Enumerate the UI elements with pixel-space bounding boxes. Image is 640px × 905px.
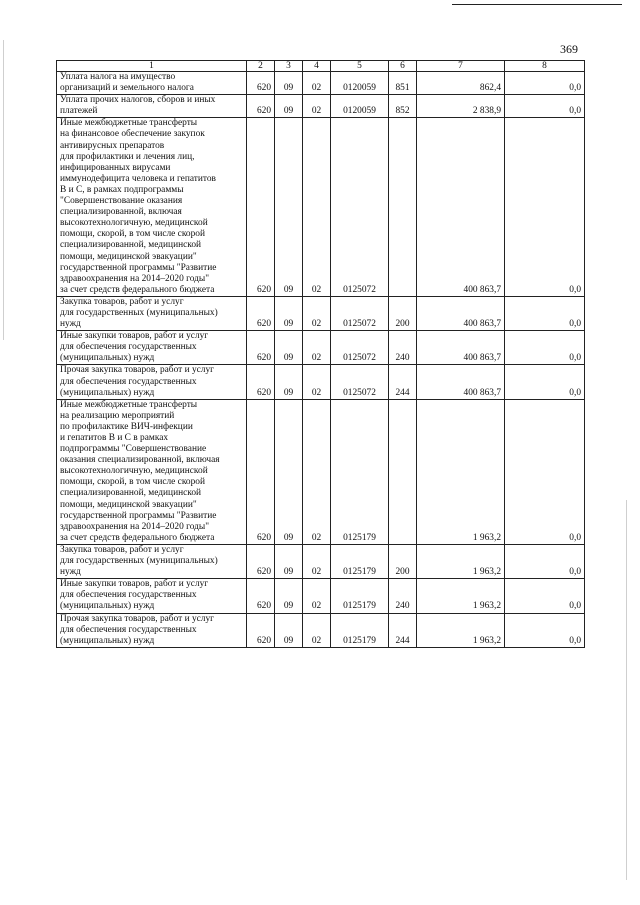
row-subsection: 02 <box>303 95 331 118</box>
header-col-8: 8 <box>505 61 585 72</box>
header-col-4: 4 <box>303 61 331 72</box>
row-grbs: 620 <box>247 365 275 399</box>
row-target-article: 0125072 <box>331 365 389 399</box>
page-number: 369 <box>560 42 578 56</box>
header-col-6: 6 <box>389 61 417 72</box>
row-subsection: 02 <box>303 331 331 365</box>
header-col-2: 2 <box>247 61 275 72</box>
row-section: 09 <box>275 544 303 578</box>
row-expense-type: 200 <box>389 544 417 578</box>
row-section: 09 <box>275 118 303 297</box>
header-row <box>57 61 585 72</box>
table-row <box>57 95 585 118</box>
row-amount-col7: 1 963,2 <box>417 579 505 613</box>
row-expense-type: 200 <box>389 296 417 330</box>
row-expense-type: 240 <box>389 331 417 365</box>
row-amount-col7: 400 863,7 <box>417 365 505 399</box>
table-row <box>57 296 585 330</box>
table-row <box>57 399 585 544</box>
row-amount-col7: 1 963,2 <box>417 613 505 647</box>
row-subsection: 02 <box>303 296 331 330</box>
row-expense-type: 852 <box>389 95 417 118</box>
row-expense-type <box>389 118 417 297</box>
row-amount-col8: 0,0 <box>505 579 585 613</box>
row-grbs: 620 <box>247 331 275 365</box>
row-section: 09 <box>275 296 303 330</box>
row-amount-col7: 400 863,7 <box>417 118 505 297</box>
table-body <box>57 72 585 648</box>
row-target-article: 0125179 <box>331 579 389 613</box>
table-header <box>57 61 585 72</box>
row-name: Закупка товаров, работ и услуг для государственных (муниципальных) нужд <box>57 544 247 578</box>
row-subsection: 02 <box>303 365 331 399</box>
row-grbs: 620 <box>247 399 275 544</box>
table-row <box>57 579 585 613</box>
row-section: 09 <box>275 72 303 95</box>
row-name: Иные закупки товаров, работ и услуг для обеспечения государственных (муниципальных) нужд <box>57 579 247 613</box>
row-expense-type <box>389 399 417 544</box>
row-grbs: 620 <box>247 613 275 647</box>
table-row <box>57 331 585 365</box>
header-col-7: 7 <box>417 61 505 72</box>
right-scan-edge <box>626 500 627 880</box>
row-section: 09 <box>275 331 303 365</box>
top-rule <box>452 4 622 5</box>
row-amount-col8: 0,0 <box>505 613 585 647</box>
row-grbs: 620 <box>247 544 275 578</box>
header-col-5: 5 <box>331 61 389 72</box>
row-amount-col7: 1 963,2 <box>417 544 505 578</box>
row-subsection: 02 <box>303 544 331 578</box>
row-section: 09 <box>275 399 303 544</box>
row-amount-col8: 0,0 <box>505 118 585 297</box>
row-name: Иные межбюджетные трансферты на реализацию мероприятий по профилактике ВИЧ-инфекции и гепатитов В и С в рамках подпрограммы "Совершенствование оказания специализированной, включая высокотехнологичную, медицинской помощи, скорой, в том числе скорой специализированной, медицинской помощи, медицинской эвакуации" государственной программы "Развитие здравоохранения на 2014–2020 годы" за счет средств федерального бюджета <box>57 399 247 544</box>
row-section: 09 <box>275 613 303 647</box>
row-subsection: 02 <box>303 118 331 297</box>
row-amount-col8: 0,0 <box>505 95 585 118</box>
row-section: 09 <box>275 365 303 399</box>
table-row <box>57 118 585 297</box>
row-name: Прочая закупка товаров, работ и услуг для обеспечения государственных (муниципальных) нужд <box>57 365 247 399</box>
header-col-3: 3 <box>275 61 303 72</box>
row-grbs: 620 <box>247 95 275 118</box>
row-amount-col7: 400 863,7 <box>417 296 505 330</box>
row-name: Прочая закупка товаров, работ и услуг для обеспечения государственных (муниципальных) нужд <box>57 613 247 647</box>
row-amount-col8: 0,0 <box>505 365 585 399</box>
row-expense-type: 244 <box>389 613 417 647</box>
row-target-article: 0120059 <box>331 95 389 118</box>
left-scan-edge <box>3 40 4 340</box>
row-target-article: 0125072 <box>331 331 389 365</box>
row-subsection: 02 <box>303 72 331 95</box>
row-subsection: 02 <box>303 399 331 544</box>
row-grbs: 620 <box>247 579 275 613</box>
row-amount-col8: 0,0 <box>505 331 585 365</box>
row-section: 09 <box>275 95 303 118</box>
row-name: Уплата налога на имущество организаций и земельного налога <box>57 72 247 95</box>
row-name: Закупка товаров, работ и услуг для государственных (муниципальных) нужд <box>57 296 247 330</box>
table-row <box>57 613 585 647</box>
row-amount-col8: 0,0 <box>505 72 585 95</box>
row-amount-col8: 0,0 <box>505 296 585 330</box>
row-name: Иные межбюджетные трансферты на финансовое обеспечение закупок антивирусных препаратов для профилактики и лечения лиц, инфицированных вирусами иммунодефицита человека и гепатитов В и С, в рамках подпрограммы "Совершенствование оказания специализированной, включая высокотехнологичную, медицинской помощи, скорой, в том числе скорой специализированной, медицинской помощи, медицинской эвакуации" государственной программы "Развитие здравоохранения на 2014–2020 годы" за счет средств федерального бюджета <box>57 118 247 297</box>
row-amount-col8: 0,0 <box>505 399 585 544</box>
row-amount-col7: 400 863,7 <box>417 331 505 365</box>
row-expense-type: 244 <box>389 365 417 399</box>
table-row <box>57 72 585 95</box>
row-grbs: 620 <box>247 118 275 297</box>
row-amount-col8: 0,0 <box>505 544 585 578</box>
row-grbs: 620 <box>247 296 275 330</box>
row-amount-col7: 862,4 <box>417 72 505 95</box>
row-target-article: 0125179 <box>331 399 389 544</box>
row-grbs: 620 <box>247 72 275 95</box>
row-target-article: 0125072 <box>331 296 389 330</box>
row-expense-type: 851 <box>389 72 417 95</box>
row-target-article: 0125179 <box>331 613 389 647</box>
row-name: Иные закупки товаров, работ и услуг для обеспечения государственных (муниципальных) нужд <box>57 331 247 365</box>
table-row <box>57 365 585 399</box>
row-target-article: 0120059 <box>331 72 389 95</box>
row-name: Уплата прочих налогов, сборов и иных платежей <box>57 95 247 118</box>
row-amount-col7: 2 838,9 <box>417 95 505 118</box>
row-expense-type: 240 <box>389 579 417 613</box>
table-row <box>57 544 585 578</box>
row-target-article: 0125072 <box>331 118 389 297</box>
row-amount-col7: 1 963,2 <box>417 399 505 544</box>
row-section: 09 <box>275 579 303 613</box>
row-subsection: 02 <box>303 613 331 647</box>
row-target-article: 0125179 <box>331 544 389 578</box>
header-col-1: 1 <box>57 61 247 72</box>
row-subsection: 02 <box>303 579 331 613</box>
budget-table <box>56 60 585 648</box>
